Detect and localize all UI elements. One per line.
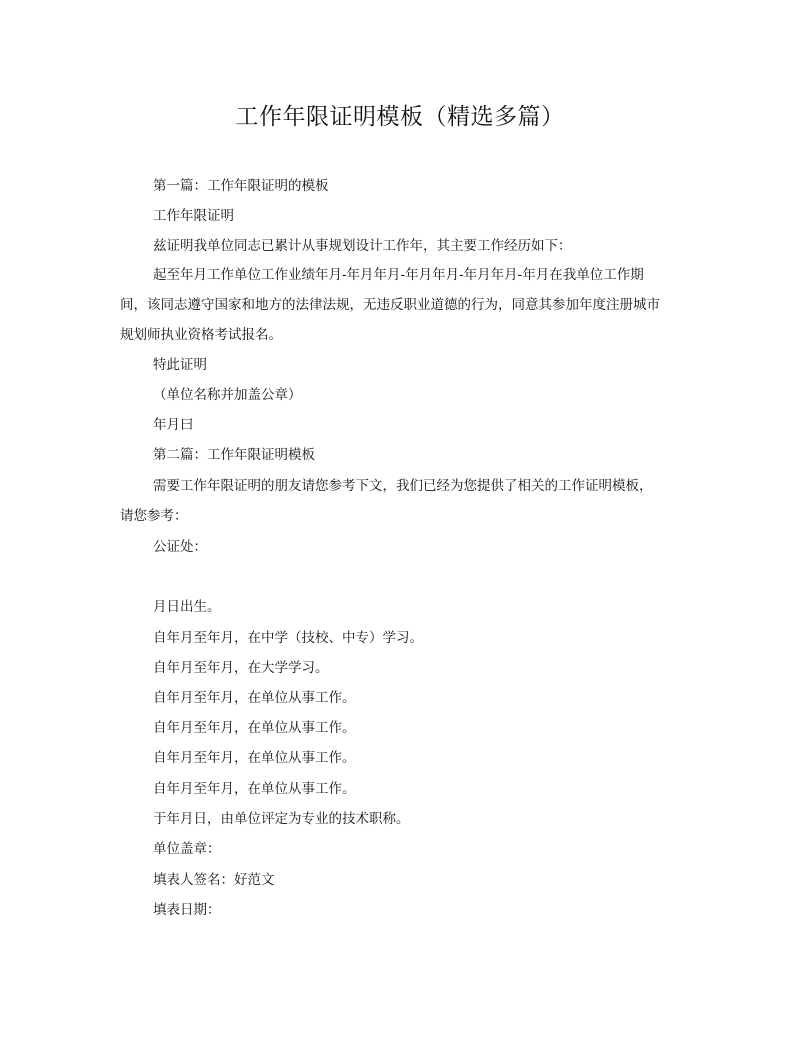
history-line: 自年月至年月，在单位从事工作。 (153, 720, 356, 736)
certificate-heading: 工作年限证明 (153, 208, 234, 224)
date-line: 年月曰 (153, 417, 194, 433)
paragraph-line: 起至年月工作单位工作业绩年月-年月年月-年月年月-年月年月-年月在我单位工作期 (153, 267, 644, 283)
history-line: 自年月至年月，在大学学习。 (153, 660, 329, 676)
section-heading-1: 第一篇：工作年限证明的模板 (153, 178, 329, 194)
closing-text: 特此证明 (153, 357, 207, 373)
history-line: 自年月至年月，在单位从事工作。 (153, 750, 356, 766)
paragraph-line: 规划师执业资格考试报名。 (120, 327, 282, 343)
paragraph-line: 请您参考： (120, 508, 188, 524)
unit-seal-line: 单位盖章： (153, 841, 221, 857)
fill-date-line: 填表日期： (153, 902, 221, 918)
title-evaluation-line: 于年月日，由单位评定为专业的技术职称。 (153, 811, 410, 827)
section-heading-2: 第二篇：工作年限证明模板 (153, 447, 315, 463)
addressee-line: 公证处： (153, 539, 207, 555)
birth-line: 月日出生。 (153, 599, 221, 615)
paragraph-line: 间，该同志遵守国家和地方的法律法规，无违反职业道德的行为，同意其参加年度注册城市 (120, 297, 660, 313)
paragraph-line: 兹证明我单位同志已累计从事规划设计工作年，其主要工作经历如下： (153, 238, 572, 254)
paragraph-line: 需要工作年限证明的朋友请您参考下文，我们已经为您提供了相关的工作证明模板， (153, 478, 653, 494)
history-line: 自年月至年月，在单位从事工作。 (153, 690, 356, 706)
document-title: 工作年限证明模板（精选多篇） (235, 104, 565, 130)
history-line: 自年月至年月，在单位从事工作。 (153, 781, 356, 797)
seal-note: （单位名称并加盖公章） (153, 387, 302, 403)
signature-line: 填表人签名：好范文 (153, 872, 275, 888)
history-line: 自年月至年月，在中学（技校、中专）学习。 (153, 630, 423, 646)
